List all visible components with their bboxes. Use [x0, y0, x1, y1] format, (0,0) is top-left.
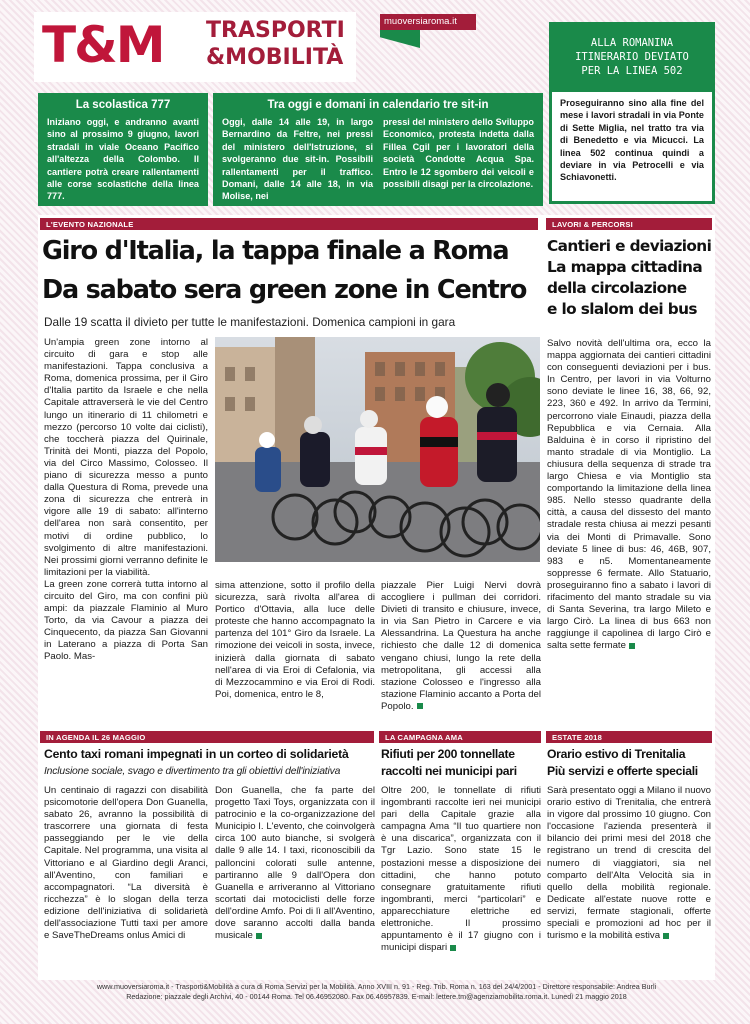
box-777: [38, 93, 208, 206]
giro-headline-1: Giro d'Italia, la tappa finale a Roma: [42, 236, 509, 266]
site-tag-flag: [380, 30, 420, 48]
rifiuti-headline-2: raccolti nei municipi pari: [381, 764, 517, 778]
cantieri-headline: [547, 236, 715, 320]
giro-col-3: [381, 580, 541, 713]
romanina-body: Proseguiranno sino alla fine del mese i lavori stradali in via Ponte di Sette Miglia, nel tratto tra via di Benedetto e via Micucci. La linea 502 continua quindi a deviare in via Petrocelli e via Schiavonetti.: [560, 98, 704, 183]
logo: T&M: [42, 16, 164, 74]
footer: [38, 982, 715, 1001]
romanina-box: [549, 22, 715, 204]
giro-col-1: [44, 337, 208, 664]
cantieri-headline-1: Cantieri e deviazioni: [547, 237, 712, 255]
box-777-title: La scolastica 777: [75, 99, 171, 111]
box-sitin: [213, 93, 543, 206]
rifiuti-body-text: Oltre 200, le tonnellate di rifiuti ingombranti raccolte ieri nei municipi pari della Capitale grazie alla campagna Ama “Il tuo quartiere non è una discarica”, organizzata con il Tgr Lazio. Sono state 15 le postazioni messe a disposizione dei cittadini, che hanno potuto consegnare gratuitamente rifiuti ingombranti, merci “particolari” e apparecchiature elettriche ed elettroniche. Il prossimo appuntamento è il 17 giugno con i municipi dispari: [381, 785, 541, 954]
giro-col-1-p2: La green zone correrà tutta intorno al circuito del Giro, ma con confini più ampi: da piazzale Flaminio al Muro Torto, da via Cavour a piazza dei Cinquecento, da piazza San Giovanni in Laterano a piazza di Porta San Paolo. Mas-: [44, 578, 208, 663]
giro-col-3-text: piazzale Pier Luigi Nervi dovrà accogliere i pullman dei corridori. Divieti di transito e chiusure, invece, in via San Pietro in Carcere e via Alessandrina. La Questura ha anche richiesto che dalle 12 di domenica vengano chiusi, lungo la rete della metropolitana, gli accessi alla stazione Colosseo e l'ingresso alla stazione Flaminio accanto a Porta del Popolo.: [381, 580, 541, 712]
cantieri-kicker: LAVORI & PERCORSI: [546, 218, 712, 230]
cantieri-body: [547, 338, 711, 652]
taxi-kicker: IN AGENDA IL 26 MAGGIO: [40, 731, 374, 743]
end-mark-icon: [629, 643, 635, 649]
rifiuti-headline-1: Rifiuti per 200 tonnellate: [381, 747, 515, 761]
cantieri-body-text: Salvo novità dell'ultima ora, ecco la mappa aggiornata dei cantieri cittadini con conseguenti deviazioni per i bus. In Centro, per lavori in via Volturno sono deviate le linee 16, 38, 66, 92, 223, 360 e 492. In arrivo da Termini, percorrono viale Einaudi, piazza della Repubblica e via Cernaia. Alla Balduina è in corso il ripristino del manto stradale di via Montiglio. La chiusura della sequenza di strade tra largo Chiesa e via Montiglio sta comportando la limitazione della linea 985. Nello stesso quadrante della città, a causa del dissesto del manto stradale resta chiusa ai mezzi pesanti via dei Monti di Primavalle. Sono deviate 5 linee di bus: 46, 46B, 907, 983 e n5. Momentaneamente soppresse 6 fermate. Allo Statuario, proseguiranno fino a sabato i lavori di rifacimento del manto stradale su via di Santa Severina, tra largo Mileto e largo Cirò. La linea di bus 663 non raggiunge il capolinea di largo Cirò e salta sette fermate: [547, 338, 711, 652]
masthead-line2: &MOBILITÀ: [206, 45, 344, 70]
footer-line-1: www.muoversiaroma.it - Trasporti&Mobilità a cura di Roma Servizi per la Mobilità. Anno XVIII n. 91 - Reg. Trib. Roma n. 163 del 24/4/2001 - Direttore responsabile: Andrea Burli: [96, 982, 657, 991]
taxi-col-2: [215, 785, 375, 942]
giro-headline-2: Da sabato sera green zone in Centro: [42, 275, 527, 305]
masthead: [34, 12, 356, 82]
sitin-col-1: Oggi, dalle 14 alle 19, in largo Bernardino da Feltre, nei pressi del ministero dell'Istruzione, si svolgeranno due sit-in. Possibili rallentamenti per il traffico. Domani, dalle 14 alle 18, in via Molise, nei: [222, 117, 373, 202]
sitin-col-2: pressi del ministero dello Sviluppo Economico, protesta indetta dalla Fillea Cgil per i lavoratori della società Condotte Acqua Spa. Entro le 12 sgombero dei veicoli e possibili disagi per la circolazione.: [383, 117, 534, 190]
romanina-body-wrap: [549, 92, 715, 204]
romanina-title-1: ALLA ROMANINA: [590, 37, 674, 49]
romanina-title-3: PER LA LINEA 502: [581, 65, 683, 77]
site-tag: [380, 14, 476, 30]
sitin-title: Tra oggi e domani in calendario tre sit-in: [267, 99, 489, 111]
estate-body-text: Sarà presentato oggi a Milano il nuovo orario estivo di Trenitalia, che entrerà in vigore dal prossimo 10 giugno. Con l'occasione l'azienda presenterà il bilancio dei primi mesi del 2018 che registrano un trend di crescita del numero di viaggiatori, sia nel comparto dell'Alta Velocità sia in quello della mobilità regionale. Dedicate all'estate nuove rotte e servizi, fermate stagionali, offerte speciali e promozioni ad hoc per il turismo e la mobilità estiva: [547, 785, 711, 942]
estate-headline-2: Più servizi e offerte speciali: [547, 764, 698, 778]
end-mark-icon: [256, 933, 262, 939]
end-mark-icon: [417, 703, 423, 709]
romanina-header: [549, 22, 715, 92]
rifiuti-kicker: LA CAMPAGNA AMA: [379, 731, 541, 743]
end-mark-icon: [450, 945, 456, 951]
cyclists-photo: [215, 337, 540, 562]
giro-subhead: Dalle 19 scatta il divieto per tutte le manifestazioni. Domenica campioni in gara: [44, 315, 456, 329]
rifiuti-body: [381, 785, 541, 954]
end-mark-icon: [663, 933, 669, 939]
rifiuti-headline: [381, 746, 543, 780]
cantieri-headline-3: della circolazione: [547, 279, 687, 297]
estate-headline: [547, 746, 713, 780]
sitin-columns: [222, 116, 534, 203]
cantieri-headline-4: e lo slalom dei bus: [547, 300, 697, 318]
taxi-col-2-text: Don Guanella, che fa parte del progetto Taxi Toys, organizzata con il patrocinio e la co-organizzazione del Municipio I. L'evento, che coinvolgerà circa 100 auto bianche, si svolgerà dalle 9 alle 14. I taxi, riconoscibili da palloncini colorati sulle antenne, partiranno alle 9 dall'Opera don Guanella e arriveranno al Vittoriano scortati dai motociclisti delle forze dell'ordine Amfo. Poi di lì all'Aventino, dove saranno accolti dalla banda musicale: [215, 785, 375, 942]
footer-line-2: Redazione: piazzale degli Archivi, 40 - 00144 Roma. Tel 06.46952080. Fax 06.46957839. E-mail: lettere.tm@agenziamobilita.roma.it. Lunedì 21 maggio 2018: [126, 991, 627, 1001]
cyclists-illustration: [215, 337, 540, 562]
taxi-headline: Cento taxi romani impegnati in un corteo di solidarietà: [44, 747, 349, 761]
taxi-subhead: Inclusione sociale, svago e divertimento tra gli obiettivi dell'iniziativa: [44, 766, 341, 777]
giro-col-2: sima attenzione, sotto il profilo della sicurezza, sarà rivolta all'area di Portico d'Ottavia, alla luce delle proteste che hanno accompagnato la partenza del 101° Giro da Israele. La rimozione dei veicoli in sosta, invece, inizierà dalla giornata di sabato nell'area di via Eroi di Cefalonia, via di Mezzocammino e via Eroi di Rodi. Poi, domenica, entro le 8,: [215, 580, 375, 700]
masthead-line1: TRASPORTI: [206, 18, 345, 43]
romanina-title-2: ITINERARIO DEVIATO: [575, 51, 689, 63]
giro-kicker: L'EVENTO NAZIONALE: [40, 218, 538, 230]
site-url[interactable]: muoversiaroma.it: [384, 16, 457, 27]
estate-headline-1: Orario estivo di Trenitalia: [547, 747, 686, 761]
giro-col-1-p1: Un'ampia green zone intorno al circuito di gara e stop alle manifestazioni. Tappa conclusiva a Roma, domenica prossima, per il Giro d'Italia partito da Israele e che nella Capitale attraverserà le vie del Centro lungo un itinerario di 11 chilometri e mezzo (percorso 10 volte dai ciclisti), che toccherà piazza del Quirinale, Trinità dei Monti, piazza del Popolo, via del Circo Massimo, Colosseo. Il piano di sicurezza messo a punto dalla Questura di Roma, prevede una zona di sicurezza che entrerà in vigore alle 19 di sabato: all'interno dell'area non sarà consentito, per motivi di ordine pubblico, lo svolgimento di altre manifestazioni. Nei prossimi giorni verranno definite le limitazioni per la viabilità.: [44, 337, 208, 578]
estate-body: [547, 785, 711, 942]
cantieri-headline-2: La mappa cittadina: [547, 258, 703, 276]
taxi-col-1: Un centinaio di ragazzi con disabilità psicomotorie dell'opera Don Guanella, sabato 26, avranno la possibilità di trascorrere una giornata di festa passeggiando per le vie della Capitale. Nel programma, una visita al Vittoriano e al Giardino degli Aranci, all'Aventino, con familiari e accompagnatori. “La diversità è ricchezza” è lo slogan della terza edizione dell'iniziativa di solidarietà dell'associazione Tutti taxi per amore e SaveTheDreams onlus Amici di: [44, 785, 208, 942]
box-777-body: Iniziano oggi, e andranno avanti sino al prossimo 9 giugno, lavori stradali in viale Oceano Pacifico all'altezza della Colombo. Il cantiere potrà creare rallentamenti alle corse scolastiche della linea 777.: [47, 117, 199, 202]
estate-kicker: ESTATE 2018: [546, 731, 712, 743]
